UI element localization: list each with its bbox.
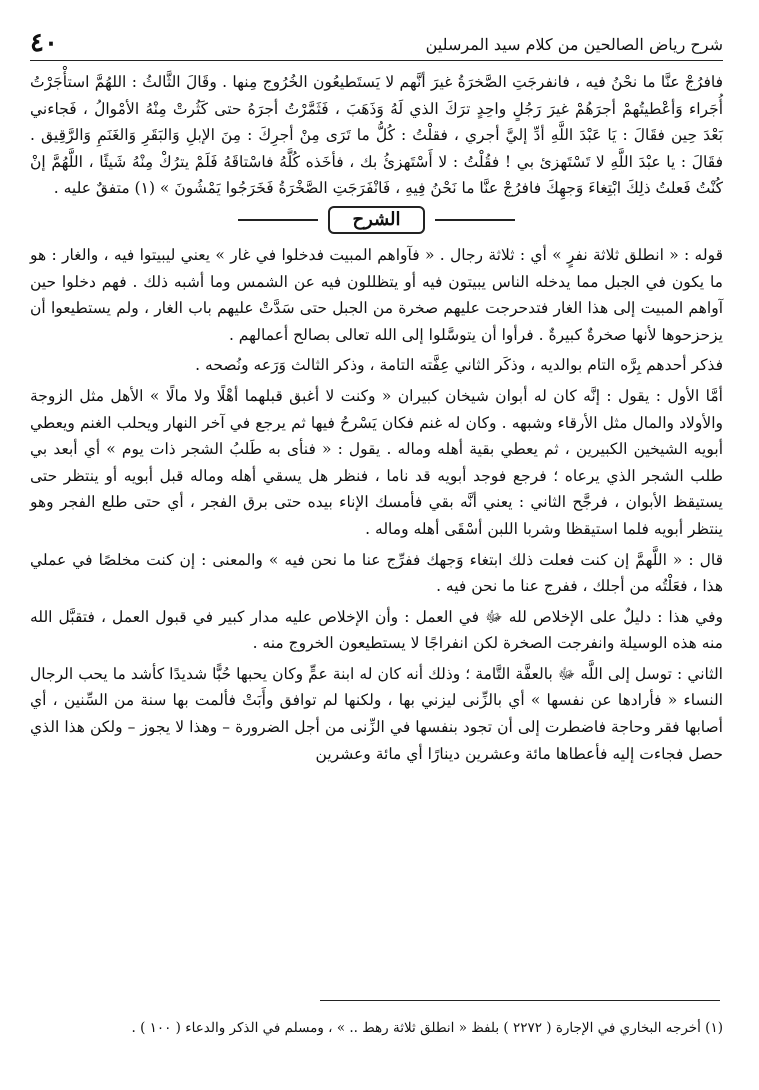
commentary-paragraph: فذكر أحدهم بِرَّه التام بوالديه ، وذكَر الثاني عِفَّته التامة ، وذكر الثالث وَرَعه ونُصحه . <box>195 356 723 375</box>
heading-ornament-line <box>238 219 318 221</box>
running-title: شرح رياض الصالحين من كلام سيد المرسلين <box>425 35 723 54</box>
commentary-paragraph: أمَّا الأول : يقول : إنَّه كان له أبوان شيخان كبيران « وكنت لا أغبق قبلهما أهْلًا ولا مالًا » الأهل مثل الزوجة والأولاد والمال مثل الأرقاء وشبهه . وكان له غنم فكان يَسْرحُ فيها ثم يرجع في آخر النهار ويحلب الغنم ويعطي أبويه الشيخين الكبيرين ، ثم يعطي بقية أهله وماله . يقول : « فنأى به طَلبُ الشجر ذات يوم » أي أبعد بي طلب الشجر الذي يرعاه ؛ فرجع فوجد أبويه قد ناما ، فنظر هل يسقي أهله وماله قبل أبويه أو ينتظر حتى يستيقظ الأبوان ، فرجَّح الثاني : يعني أنَّه بقي فأمسك الإناء بيده حتى برق الفجر ، أي حتى طلع الفجر وهو ينتظر أبويه فلما استيقظا وشربا اللبن أسْقَى أهله وماله . <box>30 386 724 538</box>
commentary-paragraph: وفي هذا : دليلٌ على الإخلاص لله ﷻ في العمل : وأن الإخلاص عليه مدار كبير في قبول العمل ، فتقبَّل الله منه هذه الوسيلة وانفرجت الصخرة لكن انفراجًا لا يستطيعون الخروج منه . <box>30 607 723 653</box>
commentary-paragraph: قوله : « انطلق ثلاثة نفرٍ » أي : ثلاثة رجال . « فآواهم المبيت فدخلوا في غار » يعني ليبيتوا فيه ، والغار : هو ما يكون في الجبل مما يدخله الناس يبيتون فيه أو يتظللون فيه عن الشمس وما أشبه ذلك . فهم دخلوا حين آواهم المبيت إلى هذا الغار فتدحرجت عليهم صخرة من الجبل حتى سَدَّتْ عليهم باب الغار ، ولم يستطيعوا أن يزحزحوها لأنها صخرةٌ كبيرةٌ . فرأوا أن يتوسَّلوا إلى الله تعالى بصالح أعمالهم . <box>30 245 723 344</box>
heading-ornament-line <box>435 219 515 221</box>
section-heading <box>30 206 723 234</box>
hadith-text: فافرُجْ عنَّا ما نحْنُ فيه ، فانفرجَتِ الصَّخرَةُ غيرَ أنَّهم لا يَستَطيعُون الخُرُوج مِنها . وقَالَ الثَّالثُ : اللهُمَّ استأْجَرْتُ أُجَراء وَأعْطيتُهمْ أجرَهُمْ غيرَ رَجُلٍ واحِدٍ ترَكَ الذي لَهُ وَذَهَبَ ، فَثَمَّرْتُ أجرَهُ حتى كَثُرتْ مِنْهُ الأمْوالُ ، فَجاءني بَعْدَ حِين فقَالَ : يَا عَبْدَ اللَّهِ أدِّ إليَّ أجري ، فقلْتُ : كُلُّ ما تَرَى مِنْ أجرِكَ : مِنَ الإبلِ وَالبَقَرِ وَالغَنَمِ وَالرَّقِيق . فقَالَ : يا عبْدَ اللَّهِ لا تَسْتَهزئ بي ! فقُلْتُ : لا أَسْتَهزئُ بك ، فأخَذه كُلَّهُ فاسْتاقَهُ فَلَمْ يترُكْ مِنْهُ شَيئًا ، اللَّهُمَّ إنْ كُنْتُ فَعلتُ ذلِكَ ابْتِغاءَ وَجهِكَ فافرُجْ عنَّا ما نَحْنُ فِيهِ ، فَانْفَرَجَتِ الصَّخْرَةُ فَخَرَجُوا يَمْشُونَ » (١) متفقٌ عليه . <box>30 73 724 198</box>
footnote-rule <box>320 1000 720 1001</box>
page-number: ٤٠ <box>30 28 58 58</box>
header-rule <box>30 60 723 61</box>
commentary-paragraph: قال : « اللَّهمَّ إن كنت فعلت ذلك ابتغاء وَجهك ففرِّج عنا ما نحن فيه » والمعنى : إن كنت مخلصًا في عملي هذا ، فعَلْتُه من أجلك ، ففرج عنا ما نحن فيه . <box>30 550 723 596</box>
page-header <box>30 30 723 56</box>
section-heading-label: الشرح <box>328 206 424 234</box>
commentary-paragraph: الثاني : توسل إلى اللَّه ﷻ بالعفَّة التَّامة ؛ وذلك أنه كان له ابنة عمٍّ وكان يحبها حُبًّا شديدًا كأشد ما يحب الرجال النساء « فأرادها عن نفسها » أي بالزِّنى ليزني بها ، ولكنها لم توافق وأَبَتْ فألمت بها سنة من السِّنين ، أي أصابها فقر وحاجة فاضطرت إلى أن تجود بنفسها في الزِّنى من أجل الضرورة – وهذا لا يجوز – ولكن هذا الذي حصل فجاءت إليه فأعطاها مائة وعشرين دينارًا أي مائة وعشرين <box>30 664 723 763</box>
footnote: (١) أخرجه البخاري في الإجارة ( ٢٢٧٢ ) بلفظ « انطلق ثلاثة رهط .. » ، ومسلم في الذكر والدعاء ( ١٠٠ ) . <box>131 1020 723 1036</box>
